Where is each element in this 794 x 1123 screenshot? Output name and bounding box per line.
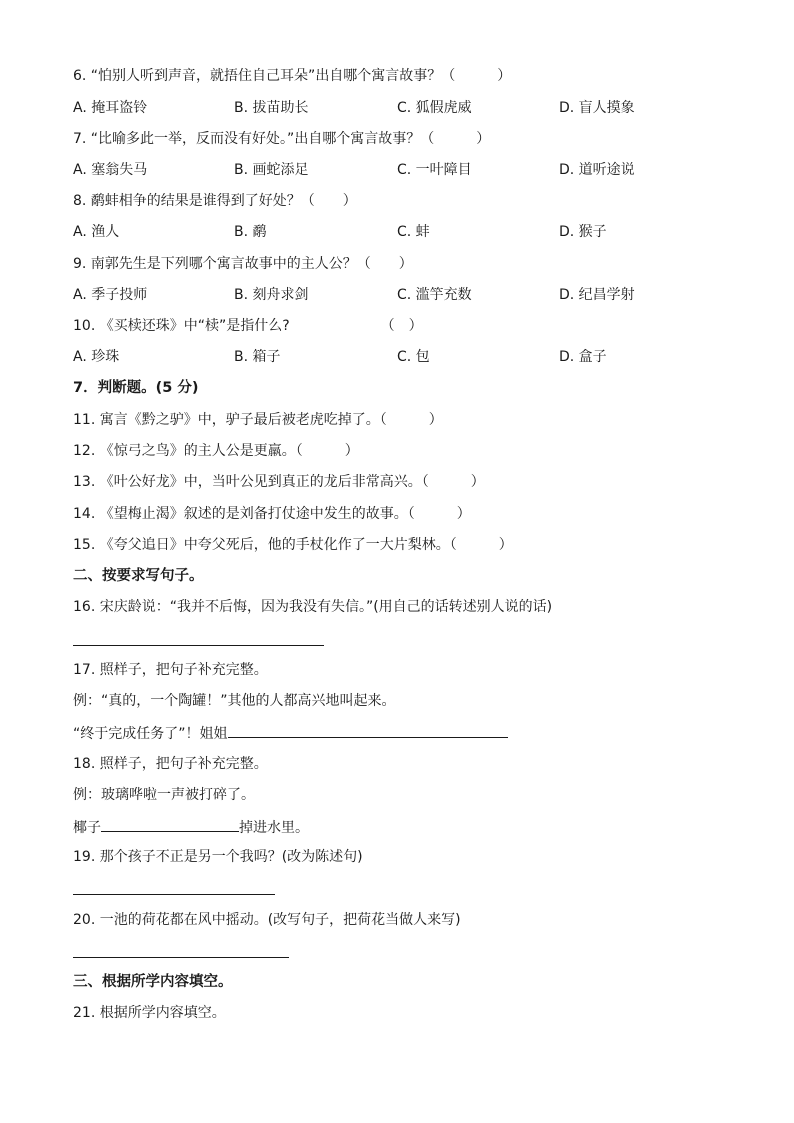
question-6-options [73,99,753,117]
question-15: 15. 《夸父追日》中夸父死后，他的手杖化作了一大片梨林。（ ） [73,537,513,553]
option-c: C. 狐假虎威 [397,100,472,116]
question-11: 11. 寓言《黔之驴》中，驴子最后被老虎吃掉了。（ ） [73,412,443,428]
question-10-options [73,348,753,366]
question-17-prompt [73,723,508,743]
question-18-prefix: 椰子 [73,820,101,836]
option-a: A. 渔人 [73,224,120,240]
option-b: B. 鹬 [234,224,267,240]
question-18-suffix: 掉进水里。 [239,820,309,836]
question-8-options [73,223,753,241]
option-c: C. 包 [397,349,430,365]
section-7-title: 7．判断题。(5 分) [73,380,199,396]
question-17-example: 例：“真的，一个陶罐！”其他的人都高兴地叫起来。 [73,693,396,709]
option-c: C. 滥竽充数 [397,287,472,303]
option-d: D. 纪昌学射 [559,287,635,303]
fill-blank-17[interactable] [228,723,508,738]
question-17: 17. 照样子，把句子补充完整。 [73,662,268,678]
option-d: D. 盒子 [559,349,607,365]
option-a: A. 珍珠 [73,349,120,365]
section-3-title: 三、根据所学内容填空。 [73,974,233,990]
question-18-prompt [73,817,309,837]
option-c: C. 蚌 [397,224,430,240]
section-2-title: 二、按要求写句子。 [73,568,204,584]
question-19: 19. 那个孩子不正是另一个我吗？(改为陈述句) [73,849,363,865]
question-7-options [73,161,753,179]
question-17-prompt-text: “终于完成任务了”！姐姐 [73,726,228,742]
option-c: C. 一叶障目 [397,162,472,178]
question-10: 10. 《买椟还珠》中“椟”是指什么? （ ） [73,318,423,334]
option-b: B. 刻舟求剑 [234,287,309,303]
option-d: D. 盲人摸象 [559,100,635,116]
question-9: 9. 南郭先生是下列哪个寓言故事中的主人公？（ ） [73,256,413,272]
question-8: 8. 鹬蚌相争的结果是谁得到了好处？（ ） [73,193,357,209]
question-7: 7. “比喻多此一举，反而没有好处。”出自哪个寓言故事？（ ） [73,131,491,147]
question-16: 16. 宋庆龄说：“我并不后悔，因为我没有失信。”(用自己的话转述别人说的话) [73,599,553,615]
question-21: 21. 根据所学内容填空。 [73,1005,226,1021]
option-d: D. 猴子 [559,224,607,240]
option-a: A. 掩耳盗铃 [73,100,148,116]
question-18-example: 例：玻璃哗啦一声被打碎了。 [73,787,255,803]
question-13: 13. 《叶公好龙》中，当叶公见到真正的龙后非常高兴。（ ） [73,474,485,490]
answer-line-20 [73,957,289,958]
fill-blank-18[interactable] [101,817,239,832]
option-a: A. 塞翁失马 [73,162,148,178]
answer-line-16 [73,645,324,646]
option-d: D. 道听途说 [559,162,635,178]
question-20: 20. 一池的荷花都在风中摇动。(改写句子，把荷花当做人来写) [73,912,461,928]
answer-line-19 [73,894,275,895]
question-6: 6. “怕别人听到声音，就捂住自己耳朵”出自哪个寓言故事？（ ） [73,68,512,84]
question-18: 18. 照样子，把句子补充完整。 [73,756,268,772]
option-b: B. 箱子 [234,349,281,365]
question-14: 14. 《望梅止渴》叙述的是刘备打仗途中发生的故事。（ ） [73,506,471,522]
question-9-options [73,286,753,304]
option-b: B. 画蛇添足 [234,162,309,178]
option-a: A. 季子投师 [73,287,148,303]
option-b: B. 拔苗助长 [234,100,309,116]
question-12: 12. 《惊弓之鸟》的主人公是更羸。（ ） [73,443,359,459]
